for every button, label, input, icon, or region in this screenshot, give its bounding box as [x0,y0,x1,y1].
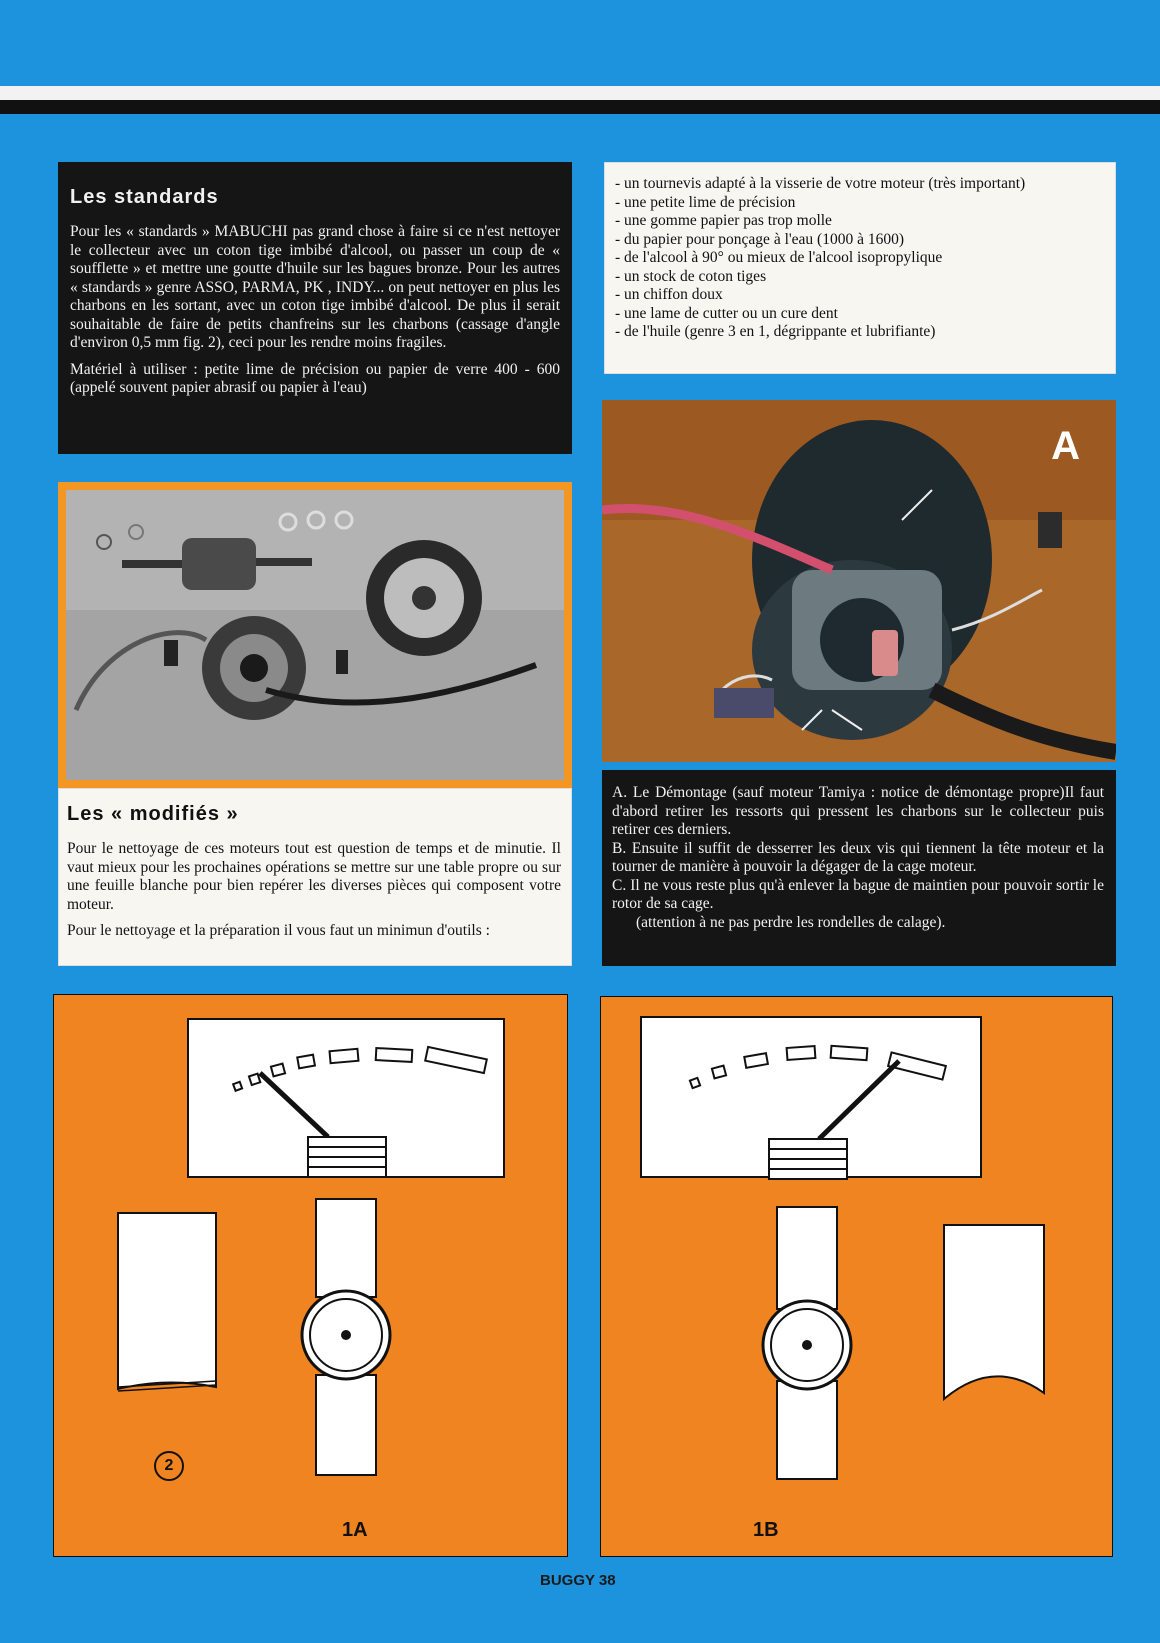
list-item: - du papier pour ponçage à l'eau (1000 à 1600) [615,230,905,248]
motor-photo-a [602,400,1116,762]
demontage-step-a: A. Le Démontage (sauf moteur Tamiya : notice de démontage propre)Il faut d'abord retirer les ressorts qui pressent les charbons sur le collecteur puis retirer ces derniers. [612,784,1104,838]
figure-1a-label: 1A [342,1519,368,1541]
top-black-band [0,100,1160,114]
standards-heading: Les standards [70,186,219,208]
modifies-section [58,788,572,966]
standards-paragraph-2: Matériel à utiliser : petite lime de précision ou papier de verre 400 - 600 (appelé souvent papier abrasif ou papier à l'eau) [70,360,560,396]
figure-1a-drawing [54,995,569,1558]
list-item: - de l'alcool à 90° ou mieux de l'alcool isopropylique [615,249,943,266]
figure-1b-label: 1B [753,1519,779,1541]
modifies-heading: Les « modifiés » [67,803,239,825]
disassembled-motor-image [66,490,564,780]
tools-list [615,175,1105,342]
list-item: - une lame de cutter ou un cure dent [615,304,838,322]
page-footer: BUGGY 38 [540,1572,616,1589]
figure-1b [600,996,1113,1557]
demontage-step-b: B. Ensuite il suffit de desserrer les deux vis qui tiennent la tête moteur et la tourner de manière à pouvoir la dégager de la cage moteur. [612,839,1104,875]
demontage-step-c: C. Il ne vous reste plus qu'à enlever la bague de maintien pour pouvoir sortir le rotor de sa cage. [612,876,1104,912]
list-item: - une gomme papier pas trop molle [615,212,832,229]
list-item: - une petite lime de précision [615,193,796,211]
standards-paragraph-1: Pour les « standards » MABUCHI pas grand chose à faire si ce n'est nettoyer le collecteur avec un coton tige imbibé d'alcool, ou passer un coup de « soufflette » et mettre une goutte d'huile sur les bagues bronze. Pour les autres « standards » genre ASSO, PARMA, PK , INDY... on peut nettoyer en plus les charbons en les sortant, avec un coton tige imbibé d'alcool. De plus il serait souhaitable de faire de petits chanfreins sur les charbons (cassage d'angle d'environ 0,5 mm fig. 2), ceci pour les rendre moins fragiles. [70,223,560,351]
top-white-band [0,86,1160,100]
tools-list-section [604,162,1116,374]
list-item: - de l'huile (genre 3 en 1, dégrippante et lubrifiante) [615,323,936,340]
figure-2-number: 2 [154,1451,184,1481]
modifies-paragraph-2: Pour le nettoyage et la préparation il vous faut un minimun d'outils : [67,922,490,939]
figure-1a [53,994,568,1557]
photo-a-letter: A [1051,424,1080,468]
list-item: - un tournevis adapté à la visserie de votre moteur (très important) [615,175,1026,192]
list-item: - un chiffon doux [615,286,723,303]
modifies-paragraph-1: Pour le nettoyage de ces moteurs tout est question de temps et de minutie. Il vaut mieux pour les prochaines opérations se mettre sur une table propre ou sur une feuille blanche pour bien repérer les diverses pièces qui composent votre moteur. [67,840,561,913]
demontage-caption [602,770,1116,966]
figure-1b-drawing [601,997,1114,1558]
list-item: - un stock de coton tiges [615,267,767,285]
disassembled-motor-photo [58,482,572,788]
motor-endbell-image [602,400,1116,762]
standards-section [58,162,572,454]
demontage-note: (attention à ne pas perdre les rondelles de calage). [636,913,946,931]
